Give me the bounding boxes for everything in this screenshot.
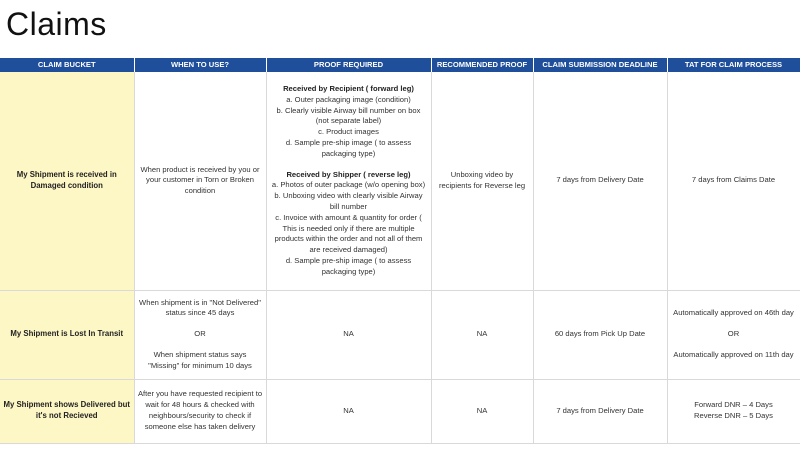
page-title: Claims bbox=[6, 6, 107, 42]
proof-required-cell bbox=[266, 72, 431, 290]
recommended-proof-cell: NA bbox=[431, 290, 533, 379]
proof-forward-item: a. Outer packaging image (condition) bbox=[286, 94, 411, 104]
tat-line: OR bbox=[727, 329, 740, 339]
when-line: When shipment status says "Missing" for minimum 10 days bbox=[148, 349, 252, 370]
tat-cell: 7 days from Claims Date bbox=[667, 72, 800, 290]
tat-cell bbox=[667, 290, 800, 379]
column-header-recommended-proof: RECOMMENDED PROOF bbox=[431, 58, 533, 72]
when-to-use-cell: After you have requested recipient to wait for 48 hours & checked with neighbours/security to check if someone else has taken delivery bbox=[134, 379, 266, 443]
table-row bbox=[0, 72, 800, 290]
spacer bbox=[671, 319, 797, 329]
column-header-proof-required: PROOF REQUIRED bbox=[266, 58, 431, 72]
proof-forward-item: b. Clearly visible Airway bill number on box (not separate label) bbox=[276, 105, 421, 126]
spacer bbox=[138, 319, 263, 329]
column-header-tat: TAT FOR CLAIM PROCESS bbox=[667, 58, 800, 72]
proof-forward-title: Received by Recipient ( forward leg) bbox=[283, 83, 414, 93]
deadline-cell: 7 days from Delivery Date bbox=[533, 379, 667, 443]
when-to-use-cell: When product is received by you or your customer in Torn or Broken condition bbox=[134, 72, 266, 290]
claim-bucket-cell: My Shipment shows Delivered but it's not Recieved bbox=[0, 379, 134, 443]
tat-line: Reverse DNR – 5 Days bbox=[694, 411, 773, 420]
table-header-row bbox=[0, 58, 800, 72]
proof-reverse-item: b. Unboxing video with clearly visible Airway bill number bbox=[274, 191, 423, 211]
proof-reverse-item: c. Invoice with amount & quantity for order ( This is needed only if there are multiple products within the order and not all of them are received damaged) bbox=[274, 212, 423, 255]
proof-reverse-item: d. Sample pre-ship image ( to assess packaging type) bbox=[285, 255, 412, 276]
claims-table bbox=[0, 58, 800, 444]
when-to-use-cell bbox=[134, 290, 266, 379]
recommended-proof-cell: Unboxing video by recipients for Reverse leg bbox=[431, 72, 533, 290]
spacer bbox=[270, 160, 428, 170]
spacer bbox=[138, 340, 263, 350]
column-header-when-to-use: WHEN TO USE? bbox=[134, 58, 266, 72]
proof-required-cell: NA bbox=[266, 379, 431, 443]
deadline-cell: 7 days from Delivery Date bbox=[533, 72, 667, 290]
column-header-claim-bucket: CLAIM BUCKET bbox=[0, 58, 134, 72]
table-row bbox=[0, 379, 800, 443]
proof-reverse-item: a. Photos of outer package (w/o opening box) bbox=[271, 180, 426, 190]
claim-bucket-cell: My Shipment is Lost In Transit bbox=[0, 290, 134, 379]
proof-forward-item: c. Product images bbox=[318, 127, 379, 137]
proof-forward-item: d. Sample pre-ship image ( to assess packaging type) bbox=[285, 137, 412, 158]
column-header-claim-submission-deadline: CLAIM SUBMISSION DEADLINE bbox=[533, 58, 667, 72]
spacer bbox=[671, 340, 797, 350]
tat-cell bbox=[667, 379, 800, 443]
tat-line: Forward DNR – 4 Days bbox=[694, 400, 773, 410]
proof-required-cell: NA bbox=[266, 290, 431, 379]
tat-line: Automatically approved on 11th day bbox=[673, 349, 794, 359]
claim-bucket-cell: My Shipment is received in Damaged condition bbox=[0, 72, 134, 290]
deadline-cell: 60 days from Pick Up Date bbox=[533, 290, 667, 379]
when-line: When shipment is in "Not Delivered" status since 45 days bbox=[139, 297, 261, 318]
tat-line: Automatically approved on 46th day bbox=[673, 308, 794, 318]
when-line: OR bbox=[194, 329, 206, 339]
proof-reverse-title: Received by Shipper ( reverse leg) bbox=[286, 169, 411, 179]
recommended-proof-cell: NA bbox=[431, 379, 533, 443]
table-row bbox=[0, 290, 800, 379]
